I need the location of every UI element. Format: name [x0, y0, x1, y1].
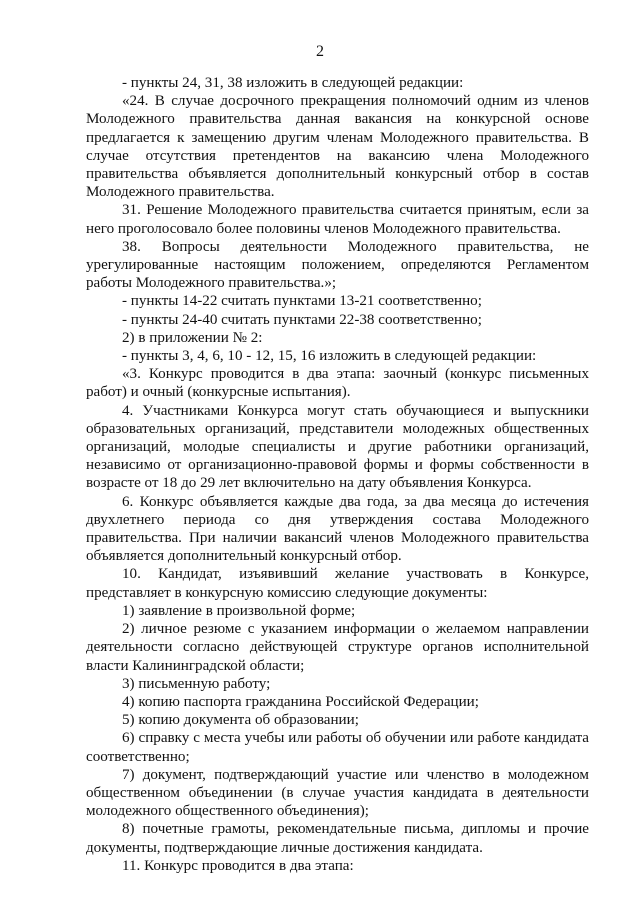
clause-24-paragraph: «24. В случае досрочного прекращения полномочий одним из членов Молодежного правительства данная вакансия на конкурсной основе предлагается к замещению другим членам Молодежного правительства. В случае отсутствия претендентов на вакансию члена Молодежного правительства объявляется дополнительный конкурсный отбор в состав Молодежного правительства. [86, 93, 589, 201]
document-list-item-6: 6) справку с места учебы или работы об обучении или работе кандидата соответственно; [86, 730, 589, 765]
renumber-24-40-line: - пункты 24-40 считать пунктами 22-38 соответственно; [122, 311, 482, 328]
document-body [86, 74, 589, 875]
amendment-intro-line: - пункты 24, 31, 38 изложить в следующей редакции: [122, 75, 464, 91]
clause-31-paragraph: 31. Решение Молодежного правительства считается принятым, если за него проголосовало более половины членов Молодежного правительства. [86, 202, 589, 237]
document-list-item-4: 4) копию паспорта гражданина Российской Федерации; [122, 693, 479, 710]
appendix-2-intro-line: - пункты 3, 4, 6, 10 - 12, 15, 16 изложить в следующей редакции: [122, 348, 537, 365]
contest-clause-3-paragraph: «3. Конкурс проводится в два этапа: заочный (конкурс письменных работ) и очный (конкурсные испытания). [86, 366, 589, 401]
document-list-item-5: 5) копию документа об образовании; [122, 712, 359, 729]
contest-clause-6-paragraph: 6. Конкурс объявляется каждые два года, за два месяца до истечения двухлетнего периода со дня утверждения состава Молодежного правительства. При наличии вакансий членов Молодежного правительства объявляется дополнительный конкурсный отбор. [86, 493, 589, 565]
page-number: 2 [316, 43, 324, 60]
contest-clause-4-paragraph: 4. Участниками Конкурса могут стать обучающиеся и выпускники образовательных организаций, представители молодежных общественных организаций, молодые специалисты и другие работники организаций, независимо от организационно-правовой формы и формы собственности в возрасте от 18 до 29 лет включительно на дату объявления Конкурса. [86, 402, 589, 492]
clause-38-paragraph: 38. Вопросы деятельности Молодежного правительства, не урегулированные настоящим положением, определяются Регламентом работы Молодежного правительства.»; [86, 238, 589, 292]
contest-clause-10-paragraph: 10. Кандидат, изъявивший желание участвовать в Конкурсе, представляет в конкурсную комиссию следующие документы: [86, 566, 589, 601]
appendix-2-heading: 2) в приложении № 2: [122, 329, 263, 346]
contest-clause-11-paragraph: 11. Конкурс проводится в два этапа: [122, 857, 354, 874]
document-list-item-3: 3) письменную работу; [122, 675, 271, 692]
document-list-item-8: 8) почетные грамоты, рекомендательные письма, дипломы и прочие документы, подтверждающие личные достижения кандидата. [86, 821, 589, 856]
document-list-item-2: 2) личное резюме с указанием информации о желаемом направлении деятельности согласно действующей структуре органов исполнительной власти Калининградской области; [86, 621, 589, 674]
document-list-item-1: 1) заявление в произвольной форме; [122, 602, 356, 619]
renumber-14-22-line: - пункты 14-22 считать пунктами 13-21 соответственно; [122, 293, 482, 310]
document-list-item-7: 7) документ, подтверждающий участие или членство в молодежном общественном объединении (в случае участия кандидата в деятельности молодежного общественного объединения); [86, 766, 589, 820]
